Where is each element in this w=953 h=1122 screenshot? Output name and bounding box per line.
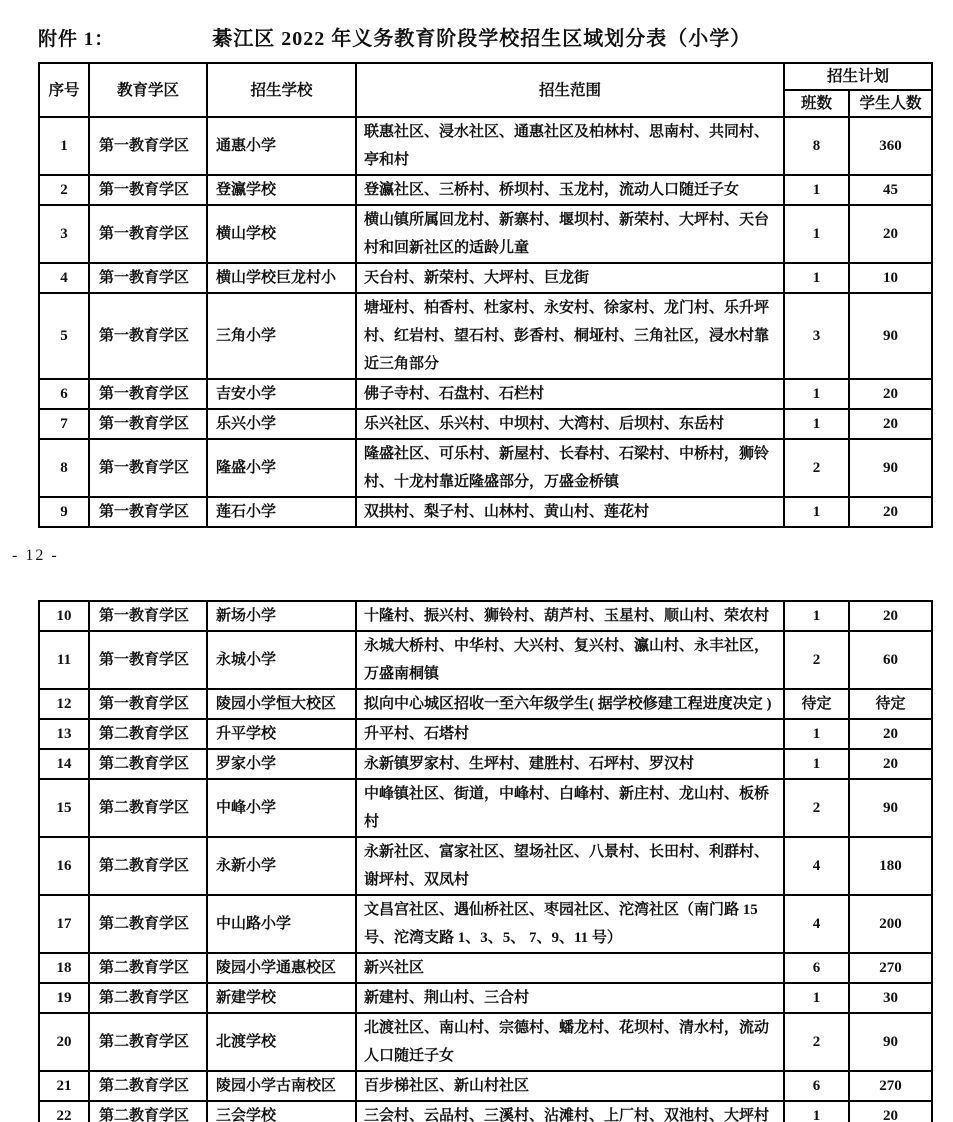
- cell-scope: 永城大桥村、中华村、大兴村、复兴村、瀛山村、永丰社区，万盛南桐镇: [356, 631, 784, 689]
- cell-scope: 拟向中心城区招收一至六年级学生( 据学校修建工程进度决定 ): [356, 689, 784, 719]
- cell-students: 20: [849, 379, 932, 409]
- page-number: - 12 -: [12, 547, 59, 564]
- cell-classes: 1: [784, 719, 849, 749]
- cell-students: 90: [849, 779, 932, 837]
- cell-seq: 14: [39, 749, 89, 779]
- cell-school: 陵园小学通惠校区: [207, 953, 356, 983]
- table-row: [39, 263, 932, 293]
- cell-district: 第二教育学区: [89, 953, 207, 983]
- cell-district: 第一教育学区: [89, 117, 207, 175]
- cell-students: 60: [849, 631, 932, 689]
- cell-scope: 新建村、荆山村、三合村: [356, 983, 784, 1013]
- cell-seq: 13: [39, 719, 89, 749]
- cell-seq: 21: [39, 1071, 89, 1101]
- cell-classes: 4: [784, 837, 849, 895]
- cell-seq: 19: [39, 983, 89, 1013]
- cell-school: 罗家小学: [207, 749, 356, 779]
- cell-seq: 3: [39, 205, 89, 263]
- cell-district: 第二教育学区: [89, 1101, 207, 1122]
- cell-students: 200: [849, 895, 932, 953]
- cell-district: 第一教育学区: [89, 263, 207, 293]
- cell-school: 永新小学: [207, 837, 356, 895]
- cell-school: 横山学校巨龙村小: [207, 263, 356, 293]
- table-row: [39, 497, 932, 527]
- cell-students: 10: [849, 263, 932, 293]
- cell-classes: 1: [784, 749, 849, 779]
- table-row: [39, 1013, 932, 1071]
- cell-scope: 登瀛社区、三桥村、桥坝村、玉龙村，流动人口随迁子女: [356, 175, 784, 205]
- cell-classes: 2: [784, 439, 849, 497]
- cell-scope: 隆盛社区、可乐村、新屋村、长春村、石梁村、中桥村，狮铃村、十龙村靠近隆盛部分，万盛金桥镇: [356, 439, 784, 497]
- enrollment-table-page2: [38, 600, 933, 1122]
- cell-school: 陵园小学恒大校区: [207, 689, 356, 719]
- table-row: [39, 117, 932, 175]
- cell-scope: 中峰镇社区、街道，中峰村、白峰村、新庄村、龙山村、板桥村: [356, 779, 784, 837]
- cell-classes: 6: [784, 1071, 849, 1101]
- cell-district: 第二教育学区: [89, 895, 207, 953]
- table-row: [39, 379, 932, 409]
- table-row: [39, 439, 932, 497]
- cell-classes: 2: [784, 1013, 849, 1071]
- cell-classes: 1: [784, 983, 849, 1013]
- cell-students: 30: [849, 983, 932, 1013]
- cell-classes: 1: [784, 1101, 849, 1122]
- cell-seq: 7: [39, 409, 89, 439]
- cell-seq: 6: [39, 379, 89, 409]
- table-row: [39, 779, 932, 837]
- cell-scope: 佛子寺村、石盘村、石栏村: [356, 379, 784, 409]
- cell-scope: 塘垭村、柏香村、杜家村、永安村、徐家村、龙门村、乐升坪村、红岩村、望石村、彭香村、桐垭村、三角社区，浸水村靠近三角部分: [356, 293, 784, 379]
- cell-scope: 三会村、云品村、三溪村、沾滩村、上厂村、双池村、大坪村: [356, 1101, 784, 1122]
- cell-seq: 2: [39, 175, 89, 205]
- cell-scope: 天台村、新荣村、大坪村、巨龙街: [356, 263, 784, 293]
- cell-scope: 永新镇罗家村、生坪村、建胜村、石坪村、罗汉村: [356, 749, 784, 779]
- table-row: [39, 689, 932, 719]
- cell-scope: 文昌宫社区、遇仙桥社区、枣园社区、沱湾社区（南门路 15 号、沱湾支路 1、3、5、 7、9、11 号）: [356, 895, 784, 953]
- cell-students: 90: [849, 439, 932, 497]
- cell-classes: 待定: [784, 689, 849, 719]
- cell-school: 升平学校: [207, 719, 356, 749]
- cell-district: 第一教育学区: [89, 409, 207, 439]
- cell-seq: 10: [39, 601, 89, 631]
- cell-seq: 17: [39, 895, 89, 953]
- cell-students: 待定: [849, 689, 932, 719]
- header-scope: 招生范围: [356, 63, 784, 117]
- cell-students: 90: [849, 1013, 932, 1071]
- cell-district: 第一教育学区: [89, 631, 207, 689]
- cell-school: 中山路小学: [207, 895, 356, 953]
- header-district: 教育学区: [89, 63, 207, 117]
- table-body-page1: [39, 117, 932, 527]
- cell-district: 第一教育学区: [89, 497, 207, 527]
- table-row: [39, 631, 932, 689]
- cell-district: 第一教育学区: [89, 175, 207, 205]
- cell-students: 270: [849, 1071, 932, 1101]
- cell-district: 第二教育学区: [89, 779, 207, 837]
- cell-scope: 百步梯社区、新山村社区: [356, 1071, 784, 1101]
- table-row: [39, 175, 932, 205]
- table-row: [39, 409, 932, 439]
- cell-students: 20: [849, 1101, 932, 1122]
- cell-students: 45: [849, 175, 932, 205]
- cell-scope: 十隆村、振兴村、狮铃村、葫芦村、玉星村、顺山村、荣农村: [356, 601, 784, 631]
- cell-students: 20: [849, 409, 932, 439]
- cell-classes: 4: [784, 895, 849, 953]
- cell-district: 第二教育学区: [89, 837, 207, 895]
- attachment-label: 附件 1：: [38, 29, 115, 50]
- cell-scope: 新兴社区: [356, 953, 784, 983]
- cell-seq: 16: [39, 837, 89, 895]
- cell-district: 第二教育学区: [89, 1013, 207, 1071]
- cell-students: 180: [849, 837, 932, 895]
- cell-seq: 20: [39, 1013, 89, 1071]
- cell-scope: 乐兴社区、乐兴村、中坝村、大湾村、后坝村、东岳村: [356, 409, 784, 439]
- cell-seq: 8: [39, 439, 89, 497]
- cell-school: 三角小学: [207, 293, 356, 379]
- cell-district: 第二教育学区: [89, 719, 207, 749]
- cell-classes: 6: [784, 953, 849, 983]
- cell-district: 第一教育学区: [89, 601, 207, 631]
- cell-seq: 9: [39, 497, 89, 527]
- cell-classes: 2: [784, 779, 849, 837]
- cell-seq: 18: [39, 953, 89, 983]
- cell-school: 登瀛学校: [207, 175, 356, 205]
- cell-classes: 8: [784, 117, 849, 175]
- cell-school: 永城小学: [207, 631, 356, 689]
- enrollment-table-page1: [38, 62, 933, 528]
- table-row: [39, 953, 932, 983]
- cell-district: 第一教育学区: [89, 439, 207, 497]
- cell-seq: 11: [39, 631, 89, 689]
- header-classes: 班数: [784, 90, 849, 117]
- header-students: 学生人数: [849, 90, 932, 117]
- header-plan: 招生计划: [784, 63, 932, 90]
- table-row: [39, 601, 932, 631]
- table-row: [39, 983, 932, 1013]
- cell-classes: 1: [784, 379, 849, 409]
- table-row: [39, 1101, 932, 1122]
- cell-scope: 横山镇所属回龙村、新寨村、堰坝村、新荣村、大坪村、天台村和回新社区的适龄儿童: [356, 205, 784, 263]
- cell-classes: 2: [784, 631, 849, 689]
- cell-students: 20: [849, 601, 932, 631]
- cell-students: 270: [849, 953, 932, 983]
- cell-scope: 永新社区、富家社区、望场社区、八景村、长田村、利群村、谢坪村、双凤村: [356, 837, 784, 895]
- cell-seq: 15: [39, 779, 89, 837]
- cell-students: 360: [849, 117, 932, 175]
- cell-school: 三会学校: [207, 1101, 356, 1122]
- cell-school: 莲石小学: [207, 497, 356, 527]
- cell-students: 20: [849, 205, 932, 263]
- cell-school: 中峰小学: [207, 779, 356, 837]
- cell-classes: 1: [784, 175, 849, 205]
- cell-seq: 1: [39, 117, 89, 175]
- cell-district: 第二教育学区: [89, 749, 207, 779]
- cell-district: 第一教育学区: [89, 689, 207, 719]
- table-row: [39, 895, 932, 953]
- cell-school: 乐兴小学: [207, 409, 356, 439]
- cell-scope: 北渡社区、南山村、宗德村、蟠龙村、花坝村、清水村，流动人口随迁子女: [356, 1013, 784, 1071]
- table-body-page2: [39, 601, 932, 1122]
- cell-school: 新建学校: [207, 983, 356, 1013]
- cell-classes: 1: [784, 263, 849, 293]
- cell-seq: 22: [39, 1101, 89, 1122]
- cell-students: 20: [849, 749, 932, 779]
- page-title: 綦江区 2022 年义务教育阶段学校招生区域划分表（小学）: [212, 28, 752, 50]
- cell-seq: 4: [39, 263, 89, 293]
- cell-classes: 1: [784, 497, 849, 527]
- cell-classes: 1: [784, 205, 849, 263]
- cell-district: 第一教育学区: [89, 293, 207, 379]
- cell-scope: 升平村、石塔村: [356, 719, 784, 749]
- cell-school: 横山学校: [207, 205, 356, 263]
- cell-students: 90: [849, 293, 932, 379]
- cell-classes: 3: [784, 293, 849, 379]
- cell-seq: 12: [39, 689, 89, 719]
- cell-school: 吉安小学: [207, 379, 356, 409]
- cell-school: 北渡学校: [207, 1013, 356, 1071]
- cell-scope: 双拱村、梨子村、山林村、黄山村、莲花村: [356, 497, 784, 527]
- cell-classes: 1: [784, 601, 849, 631]
- header-school: 招生学校: [207, 63, 356, 117]
- cell-district: 第一教育学区: [89, 205, 207, 263]
- table-row: [39, 205, 932, 263]
- table-row: [39, 749, 932, 779]
- cell-district: 第二教育学区: [89, 983, 207, 1013]
- table-row: [39, 293, 932, 379]
- cell-school: 隆盛小学: [207, 439, 356, 497]
- table-row: [39, 837, 932, 895]
- cell-seq: 5: [39, 293, 89, 379]
- cell-students: 20: [849, 497, 932, 527]
- cell-school: 新场小学: [207, 601, 356, 631]
- cell-district: 第二教育学区: [89, 1071, 207, 1101]
- table-header: [39, 63, 932, 117]
- cell-district: 第一教育学区: [89, 379, 207, 409]
- header-seq: 序号: [39, 63, 89, 117]
- cell-students: 20: [849, 719, 932, 749]
- cell-scope: 联惠社区、浸水社区、通惠社区及柏林村、思南村、共同村、亭和村: [356, 117, 784, 175]
- table-row: [39, 719, 932, 749]
- cell-classes: 1: [784, 409, 849, 439]
- cell-school: 通惠小学: [207, 117, 356, 175]
- document-header: [38, 22, 933, 51]
- table-row: [39, 1071, 932, 1101]
- cell-school: 陵园小学古南校区: [207, 1071, 356, 1101]
